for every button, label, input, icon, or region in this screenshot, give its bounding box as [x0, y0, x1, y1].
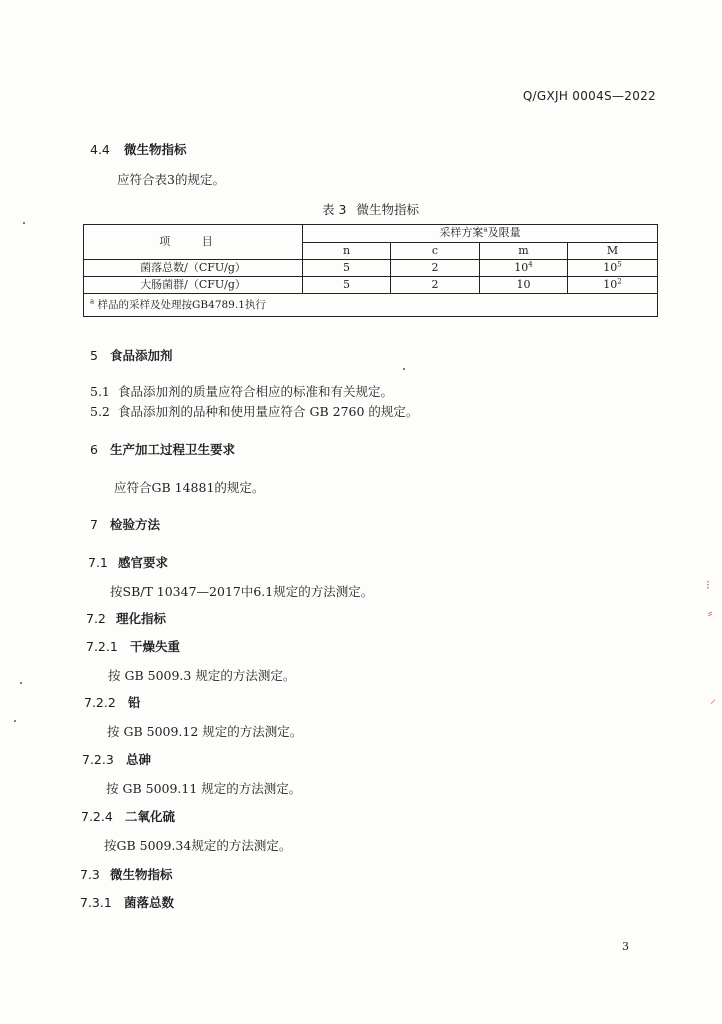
- section-title: 微生物指标: [124, 142, 187, 157]
- section-number: 5.2: [90, 404, 110, 419]
- stamp-fragment-icon: ⁝: [706, 578, 710, 592]
- stamp-fragment-icon: ⸗: [708, 606, 712, 620]
- section-title: 感官要求: [118, 555, 169, 570]
- section-number: 6: [90, 442, 98, 457]
- section-7-3-1-heading: [80, 893, 174, 911]
- section-title: 微生物指标: [110, 867, 173, 882]
- scan-speck-icon: [403, 368, 405, 370]
- table-caption-title: 微生物指标: [356, 202, 419, 217]
- table-caption: [322, 200, 419, 218]
- section-5-1: [90, 382, 393, 400]
- section-7-2-3-text: 按 GB 5009.11 规定的方法测定。: [106, 781, 302, 796]
- scan-speck-icon: [23, 222, 25, 224]
- table-note: $^a$ 样品的采样及处理按GB4789.1执行: [84, 294, 658, 317]
- table-row: [84, 260, 658, 277]
- footnote-marker: a: [90, 297, 95, 306]
- cell-M: $10^2$: [568, 277, 658, 294]
- cell-M: $10^5$: [568, 260, 658, 277]
- col-header-c: c: [391, 242, 480, 260]
- section-number: 5.1: [90, 384, 110, 399]
- section-title: 铅: [128, 695, 141, 710]
- section-7-2-1-text: 按 GB 5009.3 规定的方法测定。: [108, 668, 296, 683]
- microbial-index-table: [83, 224, 658, 317]
- cell-c: 2: [391, 260, 480, 277]
- table-header-row: [84, 225, 658, 243]
- cell-c: 2: [391, 277, 480, 294]
- section-number: 7.2: [86, 611, 106, 626]
- col-header-m: m: [480, 242, 568, 260]
- section-text: 食品添加剂的质量应符合相应的标准和有关规定。: [118, 384, 394, 399]
- col-header-sampling: 采样方案$^a$及限量: [303, 225, 658, 243]
- section-number: 7.1: [88, 555, 108, 570]
- page-number: 3: [622, 940, 629, 953]
- section-number: 7.2.1: [86, 639, 118, 654]
- section-5-2: [90, 402, 418, 420]
- cell-m: 10: [480, 277, 568, 294]
- row-item: 菌落总数/（CFU/g）: [84, 260, 303, 277]
- section-title: 理化指标: [116, 611, 167, 626]
- section-7-2-3-heading: [82, 750, 151, 768]
- row-item: 大肠菌群/（CFU/g）: [84, 277, 303, 294]
- section-6-text: 应符合GB 14881的规定。: [114, 480, 265, 495]
- section-7-2-2-heading: [84, 693, 141, 711]
- cell-n: 5: [303, 277, 391, 294]
- section-text: 食品添加剂的品种和使用量应符合 GB 2760 的规定。: [118, 404, 419, 419]
- table-caption-number: 表 3: [322, 202, 347, 217]
- section-6-heading: [90, 440, 235, 458]
- section-number: 7.2.3: [82, 752, 114, 767]
- section-title: 干燥失重: [130, 639, 181, 654]
- stamp-fragment-icon: ⸝: [710, 692, 717, 706]
- table-row: [84, 277, 658, 294]
- section-4-4-heading: [90, 140, 187, 158]
- col-header-n: n: [303, 242, 391, 260]
- section-7-2-4-heading: [81, 807, 175, 825]
- section-7-2-2-text: 按 GB 5009.12 规定的方法测定。: [107, 724, 303, 739]
- cell-n: 5: [303, 260, 391, 277]
- section-number: 5: [90, 348, 98, 363]
- section-4-4-text: 应符合表3的规定。: [117, 172, 225, 187]
- section-number: 7.2.4: [81, 809, 113, 824]
- section-number: 4.4: [90, 142, 110, 157]
- section-number: 7.2.2: [84, 695, 116, 710]
- section-7-3-heading: [80, 865, 173, 883]
- section-title: 生产加工过程卫生要求: [110, 442, 236, 457]
- section-number: 7.3.1: [80, 895, 112, 910]
- section-7-2-4-text: 按GB 5009.34规定的方法测定。: [104, 838, 292, 853]
- section-title: 菌落总数: [124, 895, 175, 910]
- section-7-1-text: 按SB/T 10347—2017中6.1规定的方法测定。: [110, 584, 374, 599]
- section-title: 二氧化硫: [125, 809, 176, 824]
- table-note-row: [84, 294, 658, 317]
- scan-speck-icon: [14, 720, 16, 722]
- section-title: 食品添加剂: [110, 348, 173, 363]
- section-number: 7: [90, 517, 98, 532]
- section-7-2-heading: [86, 609, 166, 627]
- footnote-marker: a: [483, 225, 488, 234]
- section-title: 检验方法: [110, 517, 161, 532]
- section-number: 7.3: [80, 867, 100, 882]
- section-5-heading: [90, 346, 173, 364]
- section-7-1-heading: [88, 553, 168, 571]
- scan-speck-icon: [20, 682, 22, 684]
- document-code: Q/GXJH 0004S—2022: [522, 89, 656, 103]
- section-7-2-1-heading: [86, 637, 180, 655]
- cell-m: $10^4$: [480, 260, 568, 277]
- section-title: 总砷: [126, 752, 152, 767]
- col-header-M: M: [568, 242, 658, 260]
- col-header-item: 项 目: [84, 225, 303, 260]
- section-7-heading: [90, 515, 160, 533]
